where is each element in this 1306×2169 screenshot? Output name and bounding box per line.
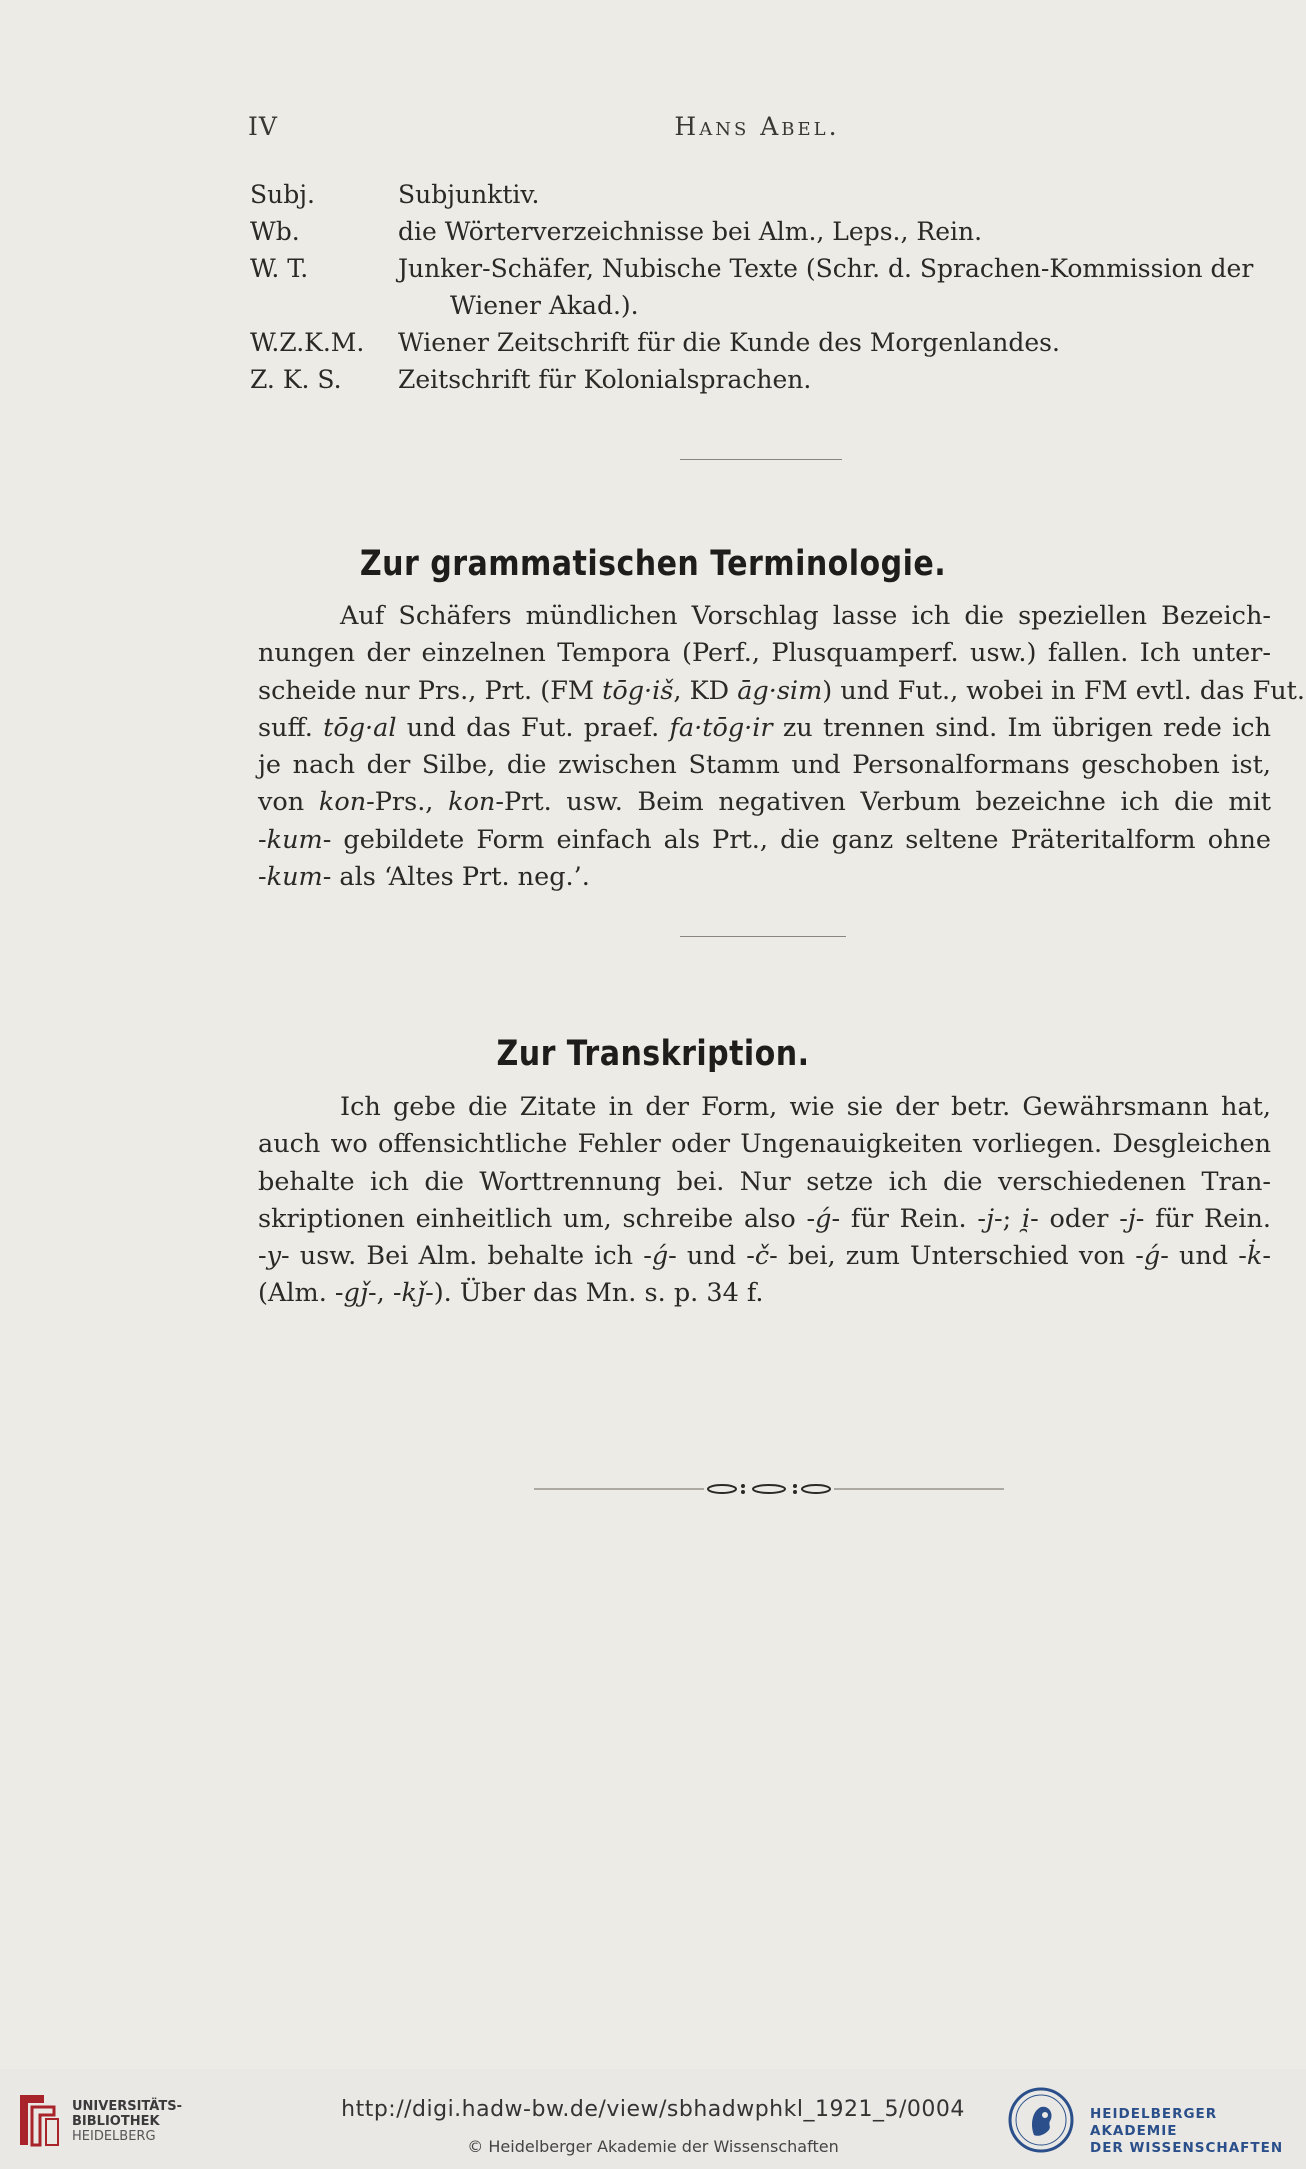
document-url-link[interactable]: http://digi.hadw-bw.de/view/sbhadwphkl_1921_5/0004	[341, 2097, 965, 2122]
abbreviation-key: Subj.	[250, 180, 315, 209]
italic-term: tōg·iš	[602, 675, 674, 706]
abbreviation-row	[250, 176, 1270, 213]
section-title-terminology: Zur grammatischen Terminologie.	[359, 544, 947, 584]
abbreviation-value: Junker-Schäfer, Nubische Texte (Schr. d. Sprachen-Kommission der	[398, 254, 1254, 283]
italic-term: č	[754, 1241, 770, 1272]
text-line: skriptionen einheitlich um, schreibe also -ǵ- für Rein. -j-; i̯- oder -j- für Rein.	[258, 1203, 1271, 1234]
text-line: je nach der Silbe, die zwischen Stamm und Personalformans geschoben ist,	[258, 750, 1271, 781]
abbreviation-row	[250, 213, 1270, 250]
italic-term: kon	[318, 787, 367, 818]
university-library-name: UNIVERSITÄTS- BIBLIOTHEK HEIDELBERG	[72, 2099, 182, 2144]
text-line: -kum- gebildete Form einfach als Prt., die ganz seltene Präteritalform ohne	[258, 824, 1271, 855]
text-line: Ich gebe die Zitate in der Form, wie sie der betr. Gewährsmann hat,	[340, 1092, 1271, 1122]
italic-term: ǵ	[815, 1203, 832, 1234]
abbreviation-row	[250, 250, 1270, 287]
italic-term: k̇	[1246, 1241, 1263, 1272]
abbreviation-value: Wiener Zeitschrift für die Kunde des Morgenlandes.	[398, 328, 1060, 357]
abbreviation-key: Wb.	[250, 217, 300, 246]
italic-term: kon	[448, 787, 496, 818]
text-line: Auf Schäfers mündlichen Vorschlag lasse ich die speziellen Bezeich-	[340, 601, 1271, 631]
italic-term: ǵ	[1143, 1241, 1161, 1272]
abbreviation-value: die Wörterverzeichnisse bei Alm., Leps., Rein.	[398, 217, 983, 246]
paragraph-transcription	[258, 1089, 1271, 1313]
abbreviation-value: Subjunktiv.	[398, 180, 540, 209]
abbreviation-row	[250, 361, 1270, 398]
italic-term: j	[986, 1203, 994, 1234]
paragraph-terminology	[258, 598, 1306, 896]
academy-name: HEIDELBERGER AKADEMIE DER WISSENSCHAFTEN	[1090, 2106, 1284, 2156]
text-line: nungen der einzelnen Tempora (Perf., Plusquamperf. usw.) fallen. Ich unter-	[258, 638, 1271, 669]
text-line: von kon-Prs., kon-Prt. usw. Beim negativen Verbum bezeichne ich die mit	[258, 787, 1271, 818]
abbreviation-key: W.Z.K.M.	[250, 328, 365, 357]
section-divider	[680, 459, 842, 460]
text-line: scheide nur Prs., Prt. (FM tōg·iš, KD āg·sim) und Fut., wobei in FM evtl. das Fut.	[258, 675, 1306, 706]
italic-term: i̯	[1021, 1203, 1031, 1234]
academy-seal-icon	[1008, 2087, 1074, 2153]
italic-term: tōg·al	[323, 712, 397, 743]
italic-term: fa·tōg·ir	[669, 712, 773, 743]
abbreviation-value-continuation: Wiener Akad.).	[450, 291, 639, 320]
copyright-notice: © Heidelberger Akademie der Wissenschaften	[467, 2137, 839, 2156]
text-line: (Alm. -gǰ-, -kǰ-). Über das Mn. s. p. 34 f.	[258, 1278, 764, 1309]
italic-term: āg·sim	[737, 675, 823, 706]
page-number: IV	[248, 112, 278, 141]
italic-term: gǰ	[343, 1278, 369, 1309]
italic-term: j	[1127, 1203, 1136, 1234]
end-ornament	[534, 1482, 1004, 1496]
text-line: -y- usw. Bei Alm. behalte ich -ǵ- und -č- bei, zum Unterschied von -ǵ- und -k̇-	[258, 1241, 1271, 1272]
text-line: -kum- als ‘Altes Prt. neg.’.	[258, 862, 590, 893]
italic-term: ǵ	[651, 1241, 669, 1272]
abbreviation-key: W. T.	[250, 254, 309, 283]
footer-bar	[0, 2069, 1306, 2169]
abbreviation-list	[250, 176, 1270, 398]
italic-term: kǰ	[401, 1278, 426, 1309]
text-line: suff. tōg·al und das Fut. praef. fa·tōg·ir zu trennen sind. Im übrigen rede ich	[258, 712, 1271, 743]
italic-term: kum	[266, 824, 323, 855]
abbreviation-value: Zeitschrift für Kolonialsprachen.	[398, 365, 812, 394]
text-line: auch wo offensichtliche Fehler oder Ungenauigkeiten vorliegen. Desgleichen	[258, 1129, 1271, 1160]
abbreviation-key: Z. K. S.	[250, 365, 342, 394]
text-line: behalte ich die Worttrennung bei. Nur setze ich die verschiedenen Tran-	[258, 1166, 1271, 1197]
italic-term: y	[266, 1241, 282, 1272]
italic-term: kum	[266, 862, 323, 893]
section-title-transcription: Zur Transkription.	[496, 1034, 810, 1074]
running-head-author: Hans Abel.	[674, 112, 840, 141]
abbreviation-row	[250, 324, 1270, 361]
section-divider	[680, 936, 846, 937]
